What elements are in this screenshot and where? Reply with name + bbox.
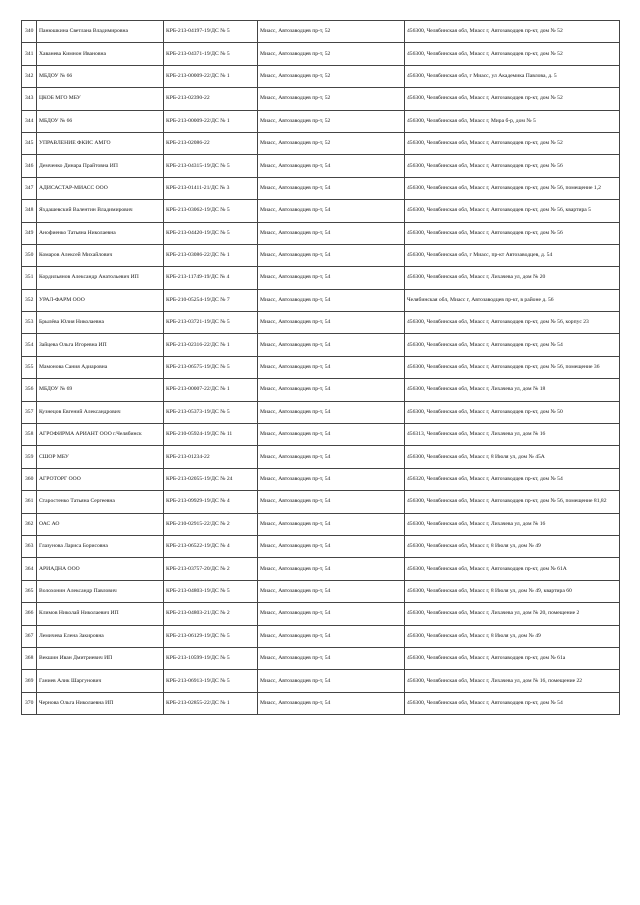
organization-name-cell: ЦКОБ МГО МБУ: [37, 88, 164, 110]
legal-address-cell: 456300, Челябинская обл, Миасс г, Автозаводцев пр-кт, дом № 56, квартира 5: [405, 200, 620, 222]
organization-name-cell: СШОР МБУ: [37, 446, 164, 468]
object-address-cell: Миасс, Автозаводцев пр-т, 54: [258, 468, 405, 490]
object-address-cell: Миасс, Автозаводцев пр-т, 54: [258, 267, 405, 289]
legal-address-cell: 456300, Челябинская обл, Миасс г, Автозаводцев пр-кт, дом № 54: [405, 692, 620, 714]
legal-address-cell: 456313, Челябинская обл, Миасс г, Лихачева ул, дом № 16: [405, 424, 620, 446]
object-address-cell: Миасс, Автозаводцев пр-т, 52: [258, 110, 405, 132]
table-row: [22, 670, 620, 692]
organization-name-cell: Анофиенко Татьяна Николаевна: [37, 222, 164, 244]
organization-name-cell: Яхдашевский Валентин Владимирович: [37, 200, 164, 222]
row-number-cell: 367: [22, 625, 37, 647]
row-number-cell: 340: [22, 21, 37, 43]
row-number-cell: 366: [22, 603, 37, 625]
table-row: [22, 491, 620, 513]
organization-name-cell: МБДОУ № 66: [37, 65, 164, 87]
legal-address-cell: 456300, Челябинская обл, Миасс г, Лихачева ул, дом № 20: [405, 267, 620, 289]
row-number-cell: 357: [22, 401, 37, 423]
registration-code-cell: КРБ-213-02390-22: [164, 88, 258, 110]
legal-address-cell: 456300, Челябинская обл, Миасс г, 8 Июля ул, дом № 49: [405, 535, 620, 557]
registration-code-cell: КРБ-213-03757-20/ДС № 2: [164, 558, 258, 580]
registration-code-cell: КРБ-213-00007-22/ДС № 1: [164, 379, 258, 401]
table-row: [22, 312, 620, 334]
legal-address-cell: 456300, Челябинская обл, Миасс г, Автозаводцев пр-кт, дом № 56: [405, 222, 620, 244]
object-address-cell: Миасс, Автозаводцев пр-т, 52: [258, 21, 405, 43]
legal-address-cell: 456300, Челябинская обл, Миасс г, Мира б-р, дом № 5: [405, 110, 620, 132]
table-row: [22, 110, 620, 132]
table-row: [22, 155, 620, 177]
row-number-cell: 352: [22, 289, 37, 311]
row-number-cell: 362: [22, 513, 37, 535]
object-address-cell: Миасс, Автозаводцев пр-т, 54: [258, 558, 405, 580]
object-address-cell: Миасс, Автозаводцев пр-т, 54: [258, 670, 405, 692]
object-address-cell: Миасс, Автозаводцев пр-т, 54: [258, 312, 405, 334]
table-row: [22, 21, 620, 43]
registration-code-cell: КРБ-213-04315-19/ДС № 5: [164, 155, 258, 177]
table-row: [22, 379, 620, 401]
registration-code-cell: КРБ-213-03062-19/ДС № 5: [164, 200, 258, 222]
organization-name-cell: УПРАВЛЕНИЕ ФКИС АМГО: [37, 132, 164, 154]
legal-address-cell: 456300, Челябинская обл, Миасс г, Лихачева ул, дом № 20, помещение 2: [405, 603, 620, 625]
row-number-cell: 358: [22, 424, 37, 446]
table-row: [22, 334, 620, 356]
legal-address-cell: 456300, Челябинская обл, Миасс г, Автозаводцев пр-кт, дом № 56, помещение 1,2: [405, 177, 620, 199]
table-row: [22, 446, 620, 468]
organization-name-cell: Глазунова Лариса Борисовна: [37, 535, 164, 557]
object-address-cell: Миасс, Автозаводцев пр-т, 52: [258, 88, 405, 110]
legal-address-cell: 456300, Челябинская обл, Миасс г, Автозаводцев пр-кт, дом № 56: [405, 155, 620, 177]
object-address-cell: Миасс, Автозаводцев пр-т, 54: [258, 535, 405, 557]
row-number-cell: 349: [22, 222, 37, 244]
object-address-cell: Миасс, Автозаводцев пр-т, 54: [258, 603, 405, 625]
organization-name-cell: Кордильянов Александр Анатольевич ИП: [37, 267, 164, 289]
table-row: [22, 424, 620, 446]
object-address-cell: Миасс, Автозаводцев пр-т, 54: [258, 424, 405, 446]
legal-address-cell: 456300, Челябинская обл, Миасс г, 8 Июля ул, дом № 49: [405, 625, 620, 647]
object-address-cell: Миасс, Автозаводцев пр-т, 54: [258, 334, 405, 356]
registration-code-cell: КРБ-213-01234-22: [164, 446, 258, 468]
table-row: [22, 692, 620, 714]
row-number-cell: 370: [22, 692, 37, 714]
object-address-cell: Миасс, Автозаводцев пр-т, 54: [258, 513, 405, 535]
object-address-cell: Миасс, Автозаводцев пр-т, 54: [258, 625, 405, 647]
row-number-cell: 356: [22, 379, 37, 401]
legal-address-cell: Челябинская обл, Миасс г, Автозаводцев пр-кт, в районе д. 56: [405, 289, 620, 311]
organization-name-cell: Волохонин Александр Павлович: [37, 580, 164, 602]
registration-code-cell: КРБ-213-04371-19/ДС № 5: [164, 43, 258, 65]
object-address-cell: Миасс, Автозаводцев пр-т, 52: [258, 43, 405, 65]
object-address-cell: Миасс, Автозаводцев пр-т, 54: [258, 401, 405, 423]
row-number-cell: 345: [22, 132, 37, 154]
object-address-cell: Миасс, Автозаводцев пр-т, 54: [258, 692, 405, 714]
registration-code-cell: КРБ-213-05373-19/ДС № 5: [164, 401, 258, 423]
table-row: [22, 535, 620, 557]
table-row: [22, 356, 620, 378]
organization-name-cell: Зайцева Ольга Игоревна ИП: [37, 334, 164, 356]
table-row: [22, 513, 620, 535]
table-row: [22, 401, 620, 423]
organization-name-cell: Ганиев Алик Шаргунович: [37, 670, 164, 692]
registry-table: [21, 20, 620, 715]
row-number-cell: 363: [22, 535, 37, 557]
registration-code-cell: КРБ-213-06913-19/ДС № 5: [164, 670, 258, 692]
registration-code-cell: КРБ-213-00009-22/ДС № 1: [164, 65, 258, 87]
row-number-cell: 346: [22, 155, 37, 177]
organization-name-cell: Демченко Динара Прайтовна ИП: [37, 155, 164, 177]
document-page: [21, 20, 619, 715]
table-row: [22, 43, 620, 65]
object-address-cell: Миасс, Автозаводцев пр-т, 54: [258, 446, 405, 468]
registration-code-cell: КРБ-213-00009-22/ДС № 1: [164, 110, 258, 132]
registration-code-cell: КРБ-213-02855-22/ДС № 1: [164, 692, 258, 714]
organization-name-cell: МБДОУ № 66: [37, 110, 164, 132]
legal-address-cell: 456300, Челябинская обл, Миасс г, Лихачева ул, дом № 18: [405, 379, 620, 401]
object-address-cell: Миасс, Автозаводцев пр-т, 54: [258, 647, 405, 669]
object-address-cell: Миасс, Автозаводцев пр-т, 52: [258, 132, 405, 154]
legal-address-cell: 456300, Челябинская обл, Миасс г, Лихачева ул, дом № 16: [405, 513, 620, 535]
registration-code-cell: КРБ-213-06575-19/ДС № 5: [164, 356, 258, 378]
table-row: [22, 244, 620, 266]
object-address-cell: Миасс, Автозаводцев пр-т, 54: [258, 244, 405, 266]
registration-code-cell: КРБ-213-04803-19/ДС № 5: [164, 580, 258, 602]
registration-code-cell: КРБ-210-05924-19/ДС № 11: [164, 424, 258, 446]
table-row: [22, 267, 620, 289]
row-number-cell: 360: [22, 468, 37, 490]
row-number-cell: 348: [22, 200, 37, 222]
table-row: [22, 558, 620, 580]
object-address-cell: Миасс, Автозаводцев пр-т, 54: [258, 289, 405, 311]
registration-code-cell: КРБ-213-03721-19/ДС № 5: [164, 312, 258, 334]
organization-name-cell: Лемичева Елена Закировна: [37, 625, 164, 647]
legal-address-cell: 456300, Челябинская обл, Миасс г, 8 Июля ул, дом № 49, квартира 60: [405, 580, 620, 602]
registry-table-body: [22, 21, 620, 715]
object-address-cell: Миасс, Автозаводцев пр-т, 54: [258, 356, 405, 378]
table-row: [22, 177, 620, 199]
row-number-cell: 347: [22, 177, 37, 199]
row-number-cell: 369: [22, 670, 37, 692]
row-number-cell: 364: [22, 558, 37, 580]
registration-code-cell: КРБ-213-09929-19/ДС № 4: [164, 491, 258, 513]
organization-name-cell: Векшин Иван Дмитриевич ИП: [37, 647, 164, 669]
object-address-cell: Миасс, Автозаводцев пр-т, 52: [258, 65, 405, 87]
registration-code-cell: КРБ-213-10599-19/ДС № 5: [164, 647, 258, 669]
table-row: [22, 200, 620, 222]
organization-name-cell: Комаров Алексей Михайлович: [37, 244, 164, 266]
object-address-cell: Миасс, Автозаводцев пр-т, 54: [258, 580, 405, 602]
legal-address-cell: 456300, Челябинская обл, Миасс г, Автозаводцев пр-кт, дом № 52: [405, 88, 620, 110]
object-address-cell: Миасс, Автозаводцев пр-т, 54: [258, 200, 405, 222]
object-address-cell: Миасс, Автозаводцев пр-т, 54: [258, 379, 405, 401]
legal-address-cell: 456300, Челябинская обл, г Миасс, ул Академика Павлова, д. 5: [405, 65, 620, 87]
row-number-cell: 354: [22, 334, 37, 356]
organization-name-cell: Чернова Ольга Николаевна ИП: [37, 692, 164, 714]
organization-name-cell: УРАЛ-ФАРМ ООО: [37, 289, 164, 311]
legal-address-cell: 456300, Челябинская обл, г Миасс, пр-кт Автозаводцев, д. 54: [405, 244, 620, 266]
registration-code-cell: КРБ-213-04803-21/ДС № 2: [164, 603, 258, 625]
table-row: [22, 625, 620, 647]
organization-name-cell: АГРОФИРМА АРИАНТ ООО г.Челябинск: [37, 424, 164, 446]
object-address-cell: Миасс, Автозаводцев пр-т, 54: [258, 222, 405, 244]
registration-code-cell: КРБ-213-06129-19/ДС № 5: [164, 625, 258, 647]
legal-address-cell: 456320, Челябинская обл, Миасс г, Автозаводцев пр-кт, дом № 54: [405, 468, 620, 490]
registration-code-cell: КРБ-213-04197-19/ДС № 5: [164, 21, 258, 43]
legal-address-cell: 456300, Челябинская обл, Миасс г, Автозаводцев пр-кт, дом № 56, помещение 81,82: [405, 491, 620, 513]
registration-code-cell: КРБ-213-02055-19/ДС № 24: [164, 468, 258, 490]
row-number-cell: 365: [22, 580, 37, 602]
organization-name-cell: Старостенко Татьяна Сергеевна: [37, 491, 164, 513]
registration-code-cell: КРБ-213-01411-21/ДС № 3: [164, 177, 258, 199]
legal-address-cell: 456300, Челябинская обл, Миасс г, Автозаводцев пр-кт, дом № 52: [405, 132, 620, 154]
legal-address-cell: 456300, Челябинская обл, Миасс г, Автозаводцев пр-кт, дом № 56, корпус 23: [405, 312, 620, 334]
legal-address-cell: 456300, Челябинская обл, Миасс г, Автозаводцев пр-кт, дом № 50: [405, 401, 620, 423]
table-row: [22, 289, 620, 311]
row-number-cell: 341: [22, 43, 37, 65]
legal-address-cell: 456300, Челябинская обл, Миасс г, Автозаводцев пр-кт, дом № 54: [405, 334, 620, 356]
organization-name-cell: Панюшкина Светлана Владимировна: [37, 21, 164, 43]
table-row: [22, 88, 620, 110]
row-number-cell: 351: [22, 267, 37, 289]
table-row: [22, 132, 620, 154]
organization-name-cell: Кузнецов Евгений Александрович: [37, 401, 164, 423]
organization-name-cell: Брылёва Юлия Николаевна: [37, 312, 164, 334]
row-number-cell: 355: [22, 356, 37, 378]
row-number-cell: 343: [22, 88, 37, 110]
organization-name-cell: Климов Николай Николаевич ИП: [37, 603, 164, 625]
table-row: [22, 222, 620, 244]
legal-address-cell: 456300, Челябинская обл, Миасс г, Автозаводцев пр-кт, дом № 61а: [405, 647, 620, 669]
legal-address-cell: 456300, Челябинская обл, Миасс г, 8 Июля ул, дом № 45А: [405, 446, 620, 468]
organization-name-cell: Хаванева Кимнон Ивановна: [37, 43, 164, 65]
table-row: [22, 65, 620, 87]
legal-address-cell: 456300, Челябинская обл, Миасс г, Автозаводцев пр-кт, дом № 52: [405, 43, 620, 65]
organization-name-cell: АРИАДНА ООО: [37, 558, 164, 580]
table-row: [22, 647, 620, 669]
registration-code-cell: КРБ-213-02316-22/ДС № 1: [164, 334, 258, 356]
row-number-cell: 353: [22, 312, 37, 334]
organization-name-cell: АДИСАСТАР-МИАСС ООО: [37, 177, 164, 199]
row-number-cell: 359: [22, 446, 37, 468]
object-address-cell: Миасс, Автозаводцев пр-т, 54: [258, 491, 405, 513]
legal-address-cell: 456300, Челябинская обл, Миасс г, Автозаводцев пр-кт, дом № 56, помещение 36: [405, 356, 620, 378]
object-address-cell: Миасс, Автозаводцев пр-т, 54: [258, 155, 405, 177]
legal-address-cell: 456300, Челябинская обл, Миасс г, Автозаводцев пр-кт, дом № 61А: [405, 558, 620, 580]
organization-name-cell: ОАС АО: [37, 513, 164, 535]
registration-code-cell: КРБ-213-04420-19/ДС № 5: [164, 222, 258, 244]
row-number-cell: 350: [22, 244, 37, 266]
row-number-cell: 342: [22, 65, 37, 87]
row-number-cell: 368: [22, 647, 37, 669]
registration-code-cell: КРБ-210-02915-22/ДС № 2: [164, 513, 258, 535]
organization-name-cell: АГРОТОРГ ООО: [37, 468, 164, 490]
legal-address-cell: 456300, Челябинская обл, Миасс г, Лихачева ул, дом № 16, помещение 22: [405, 670, 620, 692]
organization-name-cell: МБДОУ № 69: [37, 379, 164, 401]
legal-address-cell: 456300, Челябинская обл, Миасс г, Автозаводцев пр-кт, дом № 52: [405, 21, 620, 43]
registration-code-cell: КРБ-213-02086-22: [164, 132, 258, 154]
row-number-cell: 361: [22, 491, 37, 513]
table-row: [22, 468, 620, 490]
row-number-cell: 344: [22, 110, 37, 132]
registration-code-cell: КРБ-213-11749-19/ДС № 4: [164, 267, 258, 289]
registration-code-cell: КРБ-213-06522-19/ДС № 4: [164, 535, 258, 557]
table-row: [22, 580, 620, 602]
table-row: [22, 603, 620, 625]
object-address-cell: Миасс, Автозаводцев пр-т, 54: [258, 177, 405, 199]
organization-name-cell: Мамонова Сания Адиаровна: [37, 356, 164, 378]
registration-code-cell: КРБ-210-05254-19/ДС № 7: [164, 289, 258, 311]
registration-code-cell: КРБ-213-03086-22/ДС № 1: [164, 244, 258, 266]
